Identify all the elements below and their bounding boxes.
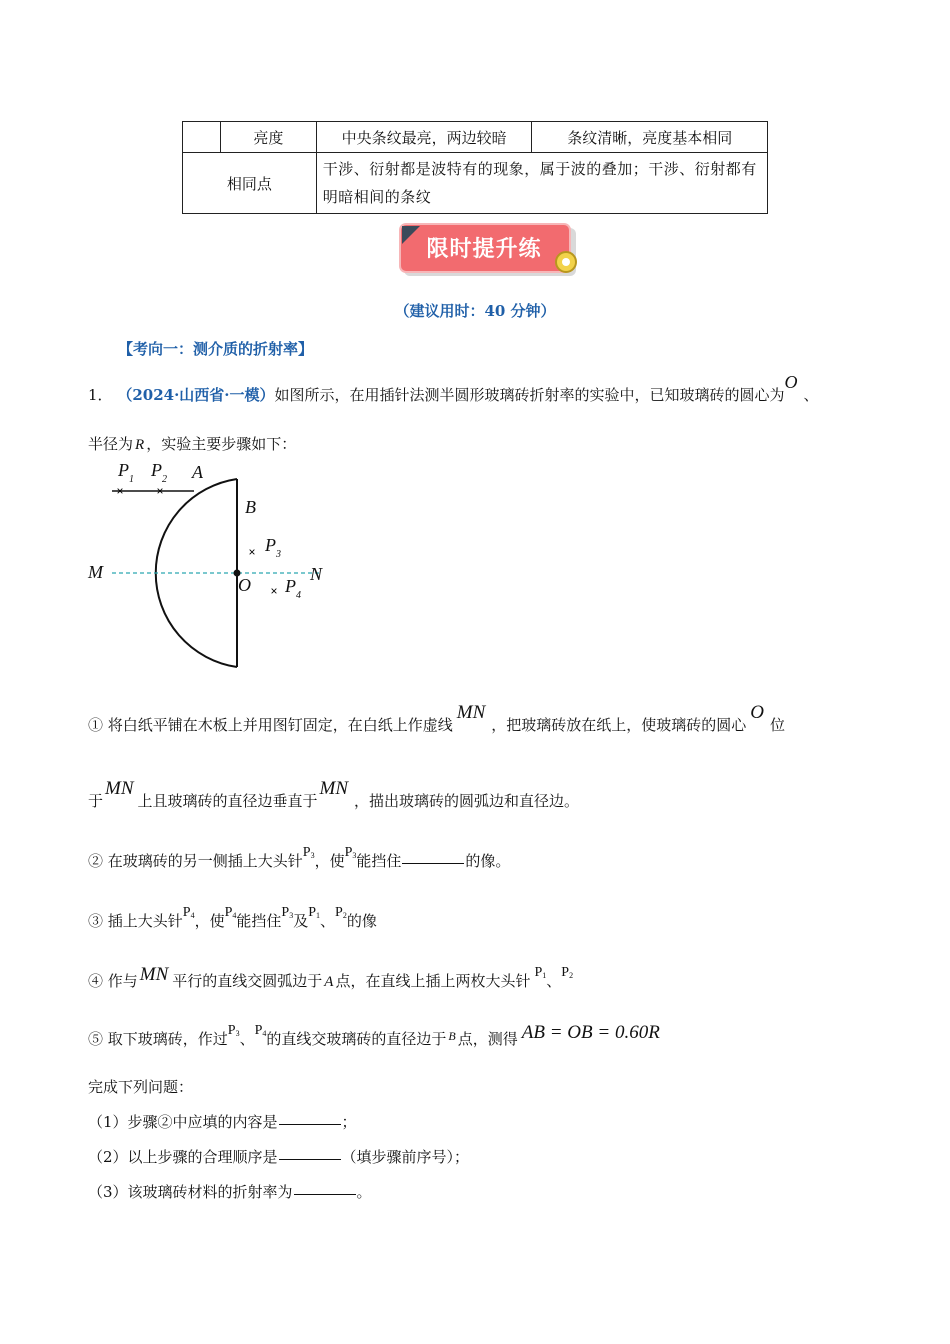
comparison-table <box>182 121 768 214</box>
sub-question-3: （3）该玻璃砖材料的折射率为 。 <box>88 1183 372 1201</box>
table-cell: 干涉、衍射都是波特有的现象，属于波的叠加；干涉、衍射都有明暗相间的条纹 <box>316 153 767 214</box>
pin-mark: × <box>270 584 278 598</box>
label-a: A <box>192 462 203 482</box>
table-row <box>183 122 768 153</box>
question-stem-line1 <box>88 372 819 405</box>
math-O: O <box>784 372 798 392</box>
table-cell: 条纹清晰，亮度基本相同 <box>532 122 768 153</box>
step-4: ④ 作与 MN 平行的直线交圆弧边于 A 点，在直线上插上两枚大头针 $P_1$、$P_2$ <box>88 964 574 990</box>
question-text: 半径为 <box>88 435 134 453</box>
question-number: 1． <box>88 386 113 404</box>
step-1-line2: 于MN上且玻璃砖的直径边垂直于MN，描出玻璃砖的圆弧边和直径边。 <box>88 778 580 810</box>
label-n: N <box>310 564 323 584</box>
pin-mark: × <box>116 484 124 498</box>
label-p2: $P_2$ <box>151 460 167 485</box>
question-text: ，实验主要步骤如下： <box>146 435 297 453</box>
label-o: O <box>238 575 251 595</box>
answer-blank[interactable] <box>294 1193 356 1195</box>
step-2: ② 在玻璃砖的另一侧插上大头针$P_3$，使$P_3$能挡住 的像。 <box>88 845 511 870</box>
table-cell-label: 相同点 <box>183 153 317 214</box>
label-p3: $P_3$ <box>265 535 281 560</box>
pin-mark: × <box>156 484 164 498</box>
sub-question-2: （2）以上步骤的合理顺序是 （填步骤前序号）； <box>88 1148 470 1166</box>
semicircle-glass-figure <box>82 455 342 675</box>
question-stem-line2 <box>88 433 296 454</box>
question-source: （2024·山西省·一模） <box>117 386 275 404</box>
label-p1: $P_1$ <box>118 460 134 485</box>
math-R: R <box>135 437 145 453</box>
label-m: M <box>88 562 103 582</box>
pin-mark: × <box>248 545 256 559</box>
sub-question-1: （1）步骤②中应填的内容是 ； <box>88 1113 357 1131</box>
question-text: 、 <box>803 386 819 404</box>
label-b: B <box>245 497 256 517</box>
answer-blank[interactable] <box>279 1123 341 1125</box>
step-3: ③ 插上大头针$P_4$，使$P_4$能挡住$P_3$及$P_1$、$P_2$的像 <box>88 905 377 930</box>
answer-blank[interactable] <box>279 1158 341 1160</box>
step-5: ⑤ 取下玻璃砖，作过$P_3$、$P_4$的直线交玻璃砖的直径边于 $^B$ 点，测得 AB = OB = 0.60R <box>88 1022 660 1048</box>
table-row <box>183 153 768 214</box>
banner-text: 限时提升练 <box>426 237 542 262</box>
table-cell: 中央条纹最亮，两边较暗 <box>316 122 532 153</box>
finish-prompt: 完成下列问题： <box>88 1078 194 1096</box>
answer-blank[interactable] <box>402 862 464 864</box>
label-p4: $P_4$ <box>285 576 301 601</box>
section-heading: 【考向一：测介质的折射率】 <box>118 340 314 358</box>
step-1-line1: ① 将白纸平铺在木板上并用图钉固定，在白纸上作虚线MN，把玻璃砖放在纸上，使玻璃砖的圆心O位 <box>88 702 786 734</box>
table-cell-empty <box>183 122 221 153</box>
practice-banner <box>398 222 583 284</box>
table-cell-label: 亮度 <box>220 122 316 153</box>
suggested-time: （建议用时：40 分钟） <box>394 302 556 320</box>
question-text: 如图所示，在用插针法测半圆形玻璃砖折射率的实验中，已知玻璃砖的圆心为 <box>274 386 785 404</box>
